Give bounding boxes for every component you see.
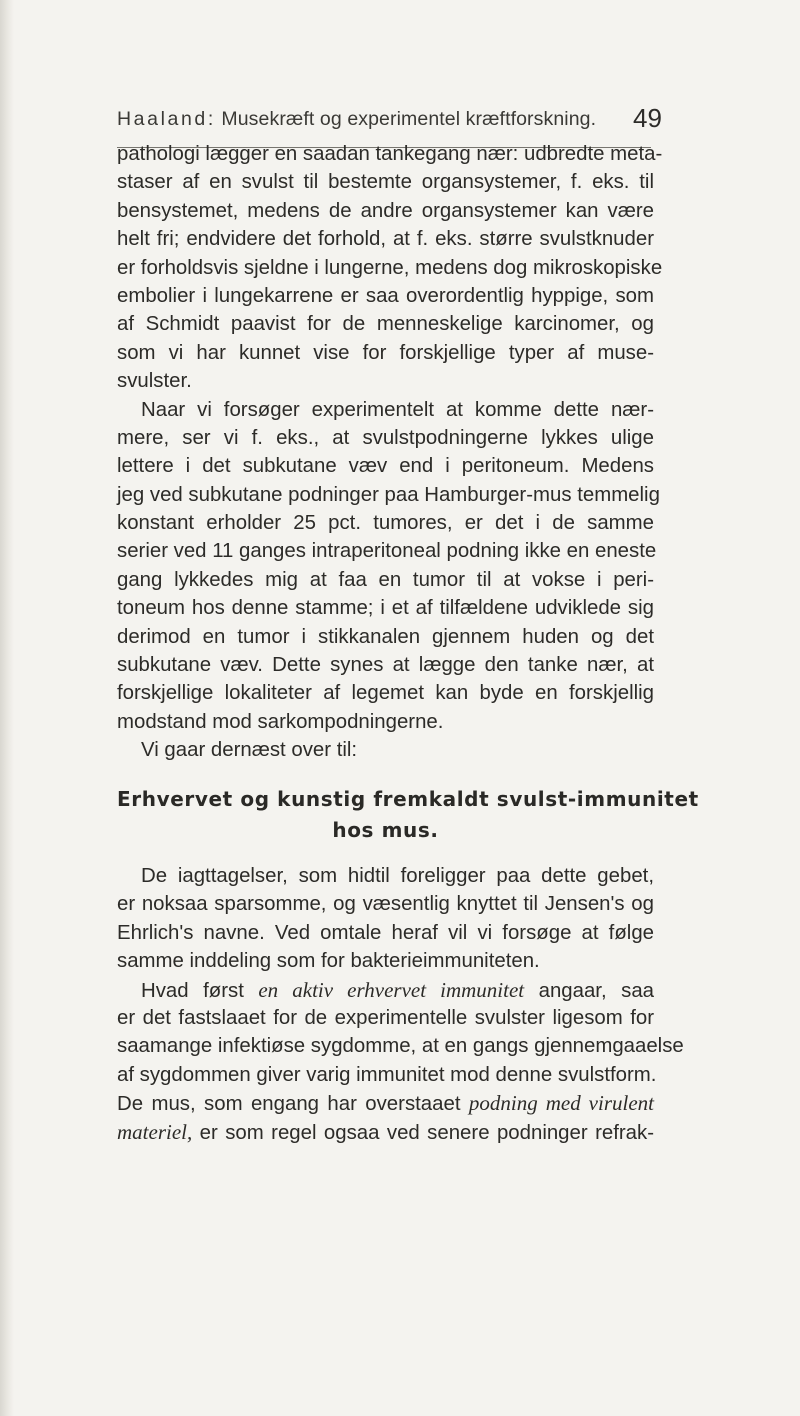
text-line: jeg ved subkutane podninger paa Hamburger-mus temmelig: [117, 483, 660, 506]
text-line: helt fri; endvidere det forhold, at f. eks. større svulstknuder: [117, 228, 654, 251]
paragraph-4: [117, 862, 684, 1146]
emphasis-text: podning med virulent: [468, 1091, 654, 1116]
text-line: samme inddeling som for bakterieimmuniteten.: [117, 950, 540, 973]
text-line-with-emphasis: [117, 976, 654, 1004]
page-number: 49: [633, 103, 662, 133]
section-heading-line-1: Erhvervet og kunstig fremkaldt svulst-immunitet: [117, 787, 699, 811]
running-head: [117, 108, 622, 131]
running-head-author: Haaland:: [117, 108, 216, 130]
text-line: pathologi lægger en saadan tankegang nær: udbredte meta-: [117, 143, 663, 165]
text-line: Vi gaar dernæst over til:: [141, 739, 358, 762]
text-line-with-emphasis: [117, 1118, 654, 1146]
text-line: toneum hos denne stamme; i et af tilfældene udviklede sig: [117, 597, 654, 620]
text-line: De iagttagelser, som hidtil foreligger paa dette gebet,: [141, 865, 654, 887]
text-line: saamange infektiøse sygdomme, at en gangs gjennemgaaelse: [117, 1035, 684, 1058]
emphasis-text: materiel,: [117, 1119, 193, 1144]
text-line: bensystemet, medens de andre organsystemer kan være: [117, 199, 654, 222]
text-line: gang lykkedes mig at faa en tumor til at vokse i peri-: [117, 568, 654, 591]
text-line: er det fastslaaet for de experimentelle svulster ligesom for: [117, 1006, 654, 1029]
text-line: lettere i det subkutane væv end i peritoneum. Medens: [117, 455, 654, 478]
text-line: staser af en svulst til bestemte organsystemer, f. eks. til: [117, 171, 654, 194]
emphasis-text: en aktiv erhvervet immunitet: [258, 977, 525, 1002]
text-line-with-emphasis: [117, 1089, 654, 1117]
text-line: er noksaa sparsomme, og væsentlig knyttet til Jensen's og: [117, 893, 654, 916]
text-line: er forholdsvis sjeldne i lungerne, medens dog mikroskopiske: [117, 256, 663, 279]
paragraph-1: [117, 140, 663, 765]
section-heading-line-2: hos mus.: [332, 818, 439, 842]
text-span: er som regel ogsaa ved senere podninger refrak-: [192, 1121, 654, 1144]
text-line: serier ved 11 ganges intraperitoneal podning ikke en eneste: [117, 540, 657, 563]
text-line: Ehrlich's navne. Ved omtale heraf vil vi forsøge at følge: [117, 921, 654, 944]
text-line: konstant erholder 25 pct. tumores, er det i de samme: [117, 512, 654, 535]
running-head-title: Musekræft og experimentel kræftforskning.: [221, 108, 597, 130]
text-span: Hvad først: [141, 979, 259, 1002]
section-heading: [117, 784, 699, 846]
text-line: forskjellige lokaliteter af legemet kan byde en forskjellig: [117, 682, 654, 705]
binding-edge: [0, 0, 14, 1416]
text-line: af sygdommen giver varig immunitet mod denne svulstform.: [117, 1063, 657, 1086]
text-span: angaar, saa: [524, 979, 654, 1002]
text-span: De mus, som engang har overstaaet: [117, 1093, 469, 1116]
text-line: af Schmidt paavist for de menneskelige karcinomer, og: [117, 313, 654, 336]
text-line: mere, ser vi f. eks., at svulstpodningerne lykkes ulige: [117, 426, 654, 449]
text-line: derimod en tumor i stikkanalen gjennem huden og det: [117, 625, 654, 648]
text-line: subkutane væv. Dette synes at lægge den tanke nær, at: [117, 654, 654, 677]
text-line: modstand mod sarkompodningerne.: [117, 710, 444, 733]
text-line: embolier i lungekarrene er saa overordentlig hyppige, som: [117, 284, 654, 307]
text-line: svulster.: [117, 370, 192, 393]
text-line: som vi har kunnet vise for forskjellige typer af muse-: [117, 341, 654, 364]
text-line: Naar vi forsøger experimentelt at komme dette nær-: [141, 398, 654, 421]
